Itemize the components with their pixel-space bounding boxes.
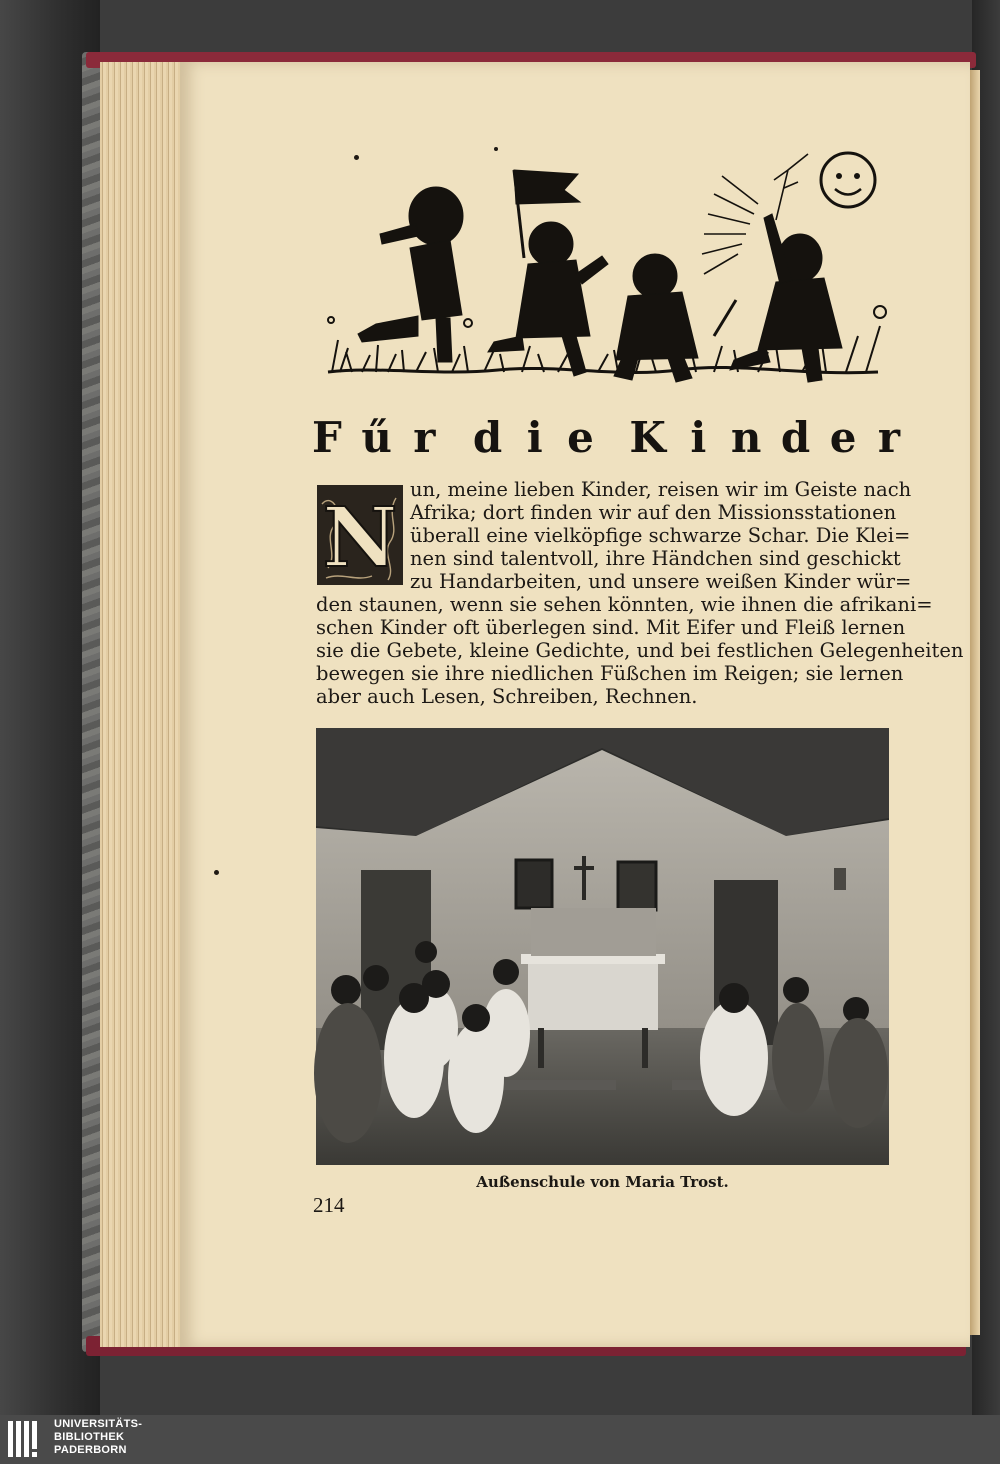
heading-letter: K xyxy=(629,413,666,462)
heading-letter: ű xyxy=(361,413,392,462)
children-silhouette-illustration xyxy=(318,140,894,400)
logo-line: PADERBORN xyxy=(54,1444,127,1456)
heading-letter: i xyxy=(690,413,707,462)
initial-letter-text: N xyxy=(322,490,398,586)
logo-line: BIBLIOTHEK xyxy=(54,1431,125,1443)
decorated-initial-letter xyxy=(316,484,404,586)
text-line: Afrika; dort finden wir auf den Missionsstationen xyxy=(410,501,897,524)
photo-caption: Außenschule von Maria Trost. xyxy=(476,1173,729,1191)
heading-letter: d xyxy=(780,413,811,462)
text-line: sie die Gebete, kleine Gedichte, und bei festlichen Gelegenheiten xyxy=(316,639,964,662)
heading-letter: n xyxy=(730,413,762,462)
text-line: aber auch Lesen, Schreiben, Rechnen. xyxy=(316,685,698,708)
page-edges xyxy=(100,62,180,1347)
text-line: den staunen, wenn sie sehen könnten, wie ihnen die afrikani= xyxy=(316,593,933,616)
classroom-photo xyxy=(316,728,889,1165)
heading-letter: r xyxy=(413,413,436,462)
text-line: zu Handarbeiten, und unsere weißen Kinder wür= xyxy=(410,570,912,593)
heading-letter: i xyxy=(526,413,543,462)
heading-letter: r xyxy=(877,413,901,462)
heading-letter: F xyxy=(312,413,342,462)
library-logo-icon xyxy=(4,1417,48,1461)
text-line: nen sind talentvoll, ihre Händchen sind geschickt xyxy=(410,547,901,570)
heading-letter: e xyxy=(829,413,857,462)
text-line: überall eine vielköpfige schwarze Schar. Die Klei= xyxy=(410,524,911,547)
page-number: 214 xyxy=(313,1193,345,1217)
text-line: un, meine lieben Kinder, reisen wir im Geiste nach xyxy=(410,478,912,501)
ink-speck xyxy=(214,870,219,875)
text-line: bewegen sie ihre niedlichen Füßchen im Reigen; sie lernen xyxy=(316,662,904,685)
logo-line: UNIVERSITÄTS- xyxy=(54,1418,143,1430)
page-heading xyxy=(312,408,902,468)
heading-letter: d xyxy=(472,413,503,462)
library-logo-text xyxy=(54,1418,194,1457)
text-line: schen Kinder oft überlegen sind. Mit Eifer und Fleiß lernen xyxy=(316,616,906,639)
heading-letter: e xyxy=(567,413,594,462)
